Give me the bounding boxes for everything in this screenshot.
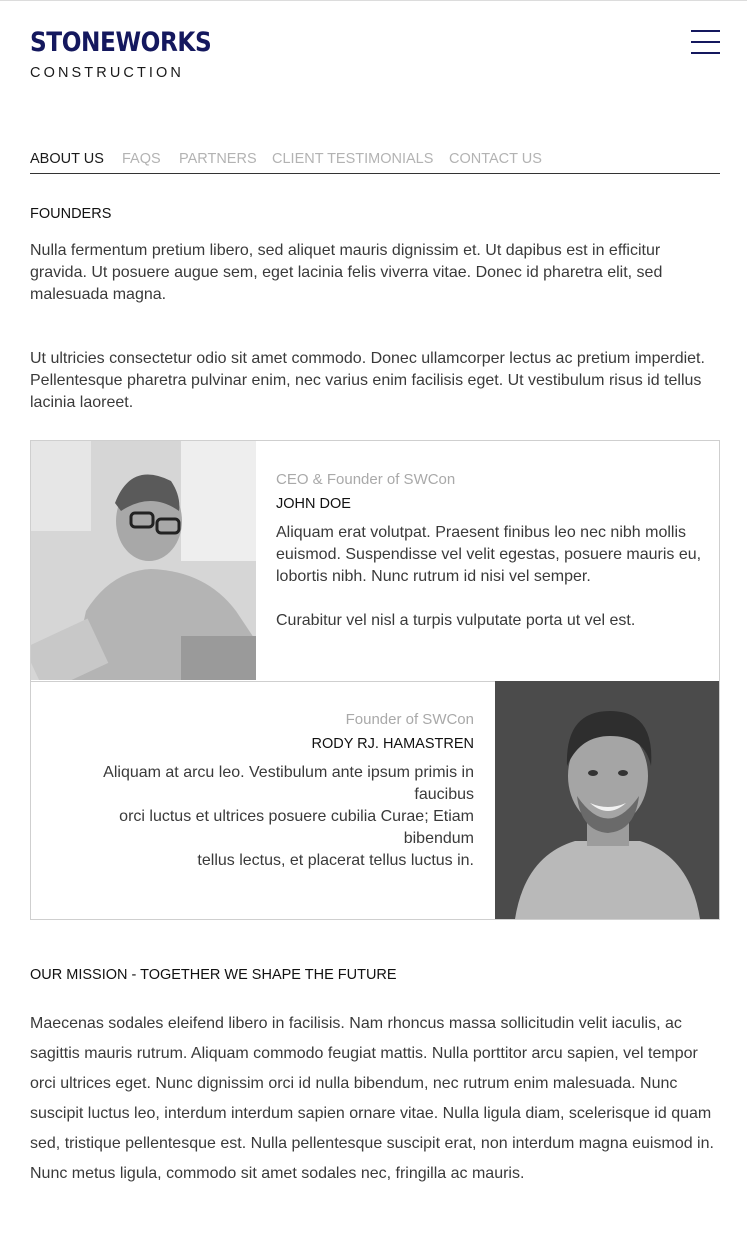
founder-name: RODY RJ. HAMASTREN bbox=[311, 736, 474, 752]
tab-faqs[interactable]: FAQS bbox=[122, 151, 161, 167]
founder-role: Founder of SWCon bbox=[345, 711, 474, 728]
tab-partners[interactable]: PARTNERS bbox=[179, 151, 257, 167]
founder-bio-line: Aliquam at arcu leo. Vestibulum ante ipsum primis in faucibus bbox=[103, 764, 474, 803]
founder-bio-line: tellus lectus, et placerat tellus luctus in. bbox=[197, 852, 474, 869]
founders-heading: FOUNDERS bbox=[30, 206, 112, 222]
tab-client-testimonials[interactable]: CLIENT TESTIMONIALS bbox=[272, 151, 434, 167]
logo-subtitle: CONSTRUCTION bbox=[30, 65, 184, 81]
founder-card-rody-hamastren bbox=[61, 711, 474, 872]
founders-cards bbox=[30, 440, 720, 920]
founders-paragraph-1: Nulla fermentum pretium libero, sed aliquet mauris dignissim et. Ut dapibus est in efficitur gravida. Ut posuere augue sem, eget lacinia felis viverra vitae. Donec id pharetra elit, sed malesuada magna. bbox=[30, 242, 663, 303]
founders-paragraph-2: Ut ultricies consectetur odio sit amet commodo. Donec ullamcorper lectus ac pretium imperdiet. Pellentesque pharetra pulvinar enim, nec varius enim facilisis eget. Ut vestibulum risus id tellus lacinia laoreet. bbox=[30, 350, 705, 411]
founder-name: JOHN DOE bbox=[276, 496, 351, 512]
tab-about-us[interactable]: ABOUT US bbox=[30, 151, 104, 167]
mission-heading: OUR MISSION - TOGETHER WE SHAPE THE FUTURE bbox=[30, 967, 397, 983]
logo-title: STONEWORKS bbox=[30, 27, 212, 58]
founder-photo-rody-hamastren bbox=[495, 681, 719, 919]
section-tabs bbox=[30, 151, 720, 174]
mission-paragraph: Maecenas sodales eleifend libero in facilisis. Nam rhoncus massa sollicitudin velit iaculis, ac sagittis mauris rutrum. Aliquam commodo feugiat mattis. Nulla porttitor arcu sapien, vel tempor orci ultrices eget. Nunc dignissim orci id nulla bibendum, nec rutrum enim malesuada. Nunc suscipit luctus leo, interdum interdum sapien ornare vitae. Nulla ligula diam, scelerisque id quam sed, tristique pellentesque est. Nulla pellentesque suscipit erat, non interdum magna euismod in. Nunc metus ligula, commodo sit amet sodales nec, fringilla ac mauris. bbox=[30, 1015, 714, 1182]
site-logo[interactable] bbox=[30, 29, 241, 81]
founder-role: CEO & Founder of SWCon bbox=[276, 471, 456, 488]
founder-photo-john-doe bbox=[31, 441, 256, 680]
founder-card-john-doe bbox=[276, 471, 706, 632]
tab-contact-us[interactable]: CONTACT US bbox=[449, 151, 542, 167]
founder-bio-line: orci luctus et ultrices posuere cubilia Curae; Etiam bibendum bbox=[119, 808, 474, 847]
founder-bio-line: Curabitur vel nisl a turpis vulputate porta ut vel est. bbox=[276, 612, 636, 629]
founder-bio-line: Aliquam erat volutpat. Praesent finibus leo nec nibh mollis euismod. Suspendisse vel velit egestas, posuere mauris eu, lobortis nibh. Nunc rutrum id nisi vel semper. bbox=[276, 524, 702, 585]
hamburger-menu-icon[interactable] bbox=[691, 30, 720, 56]
